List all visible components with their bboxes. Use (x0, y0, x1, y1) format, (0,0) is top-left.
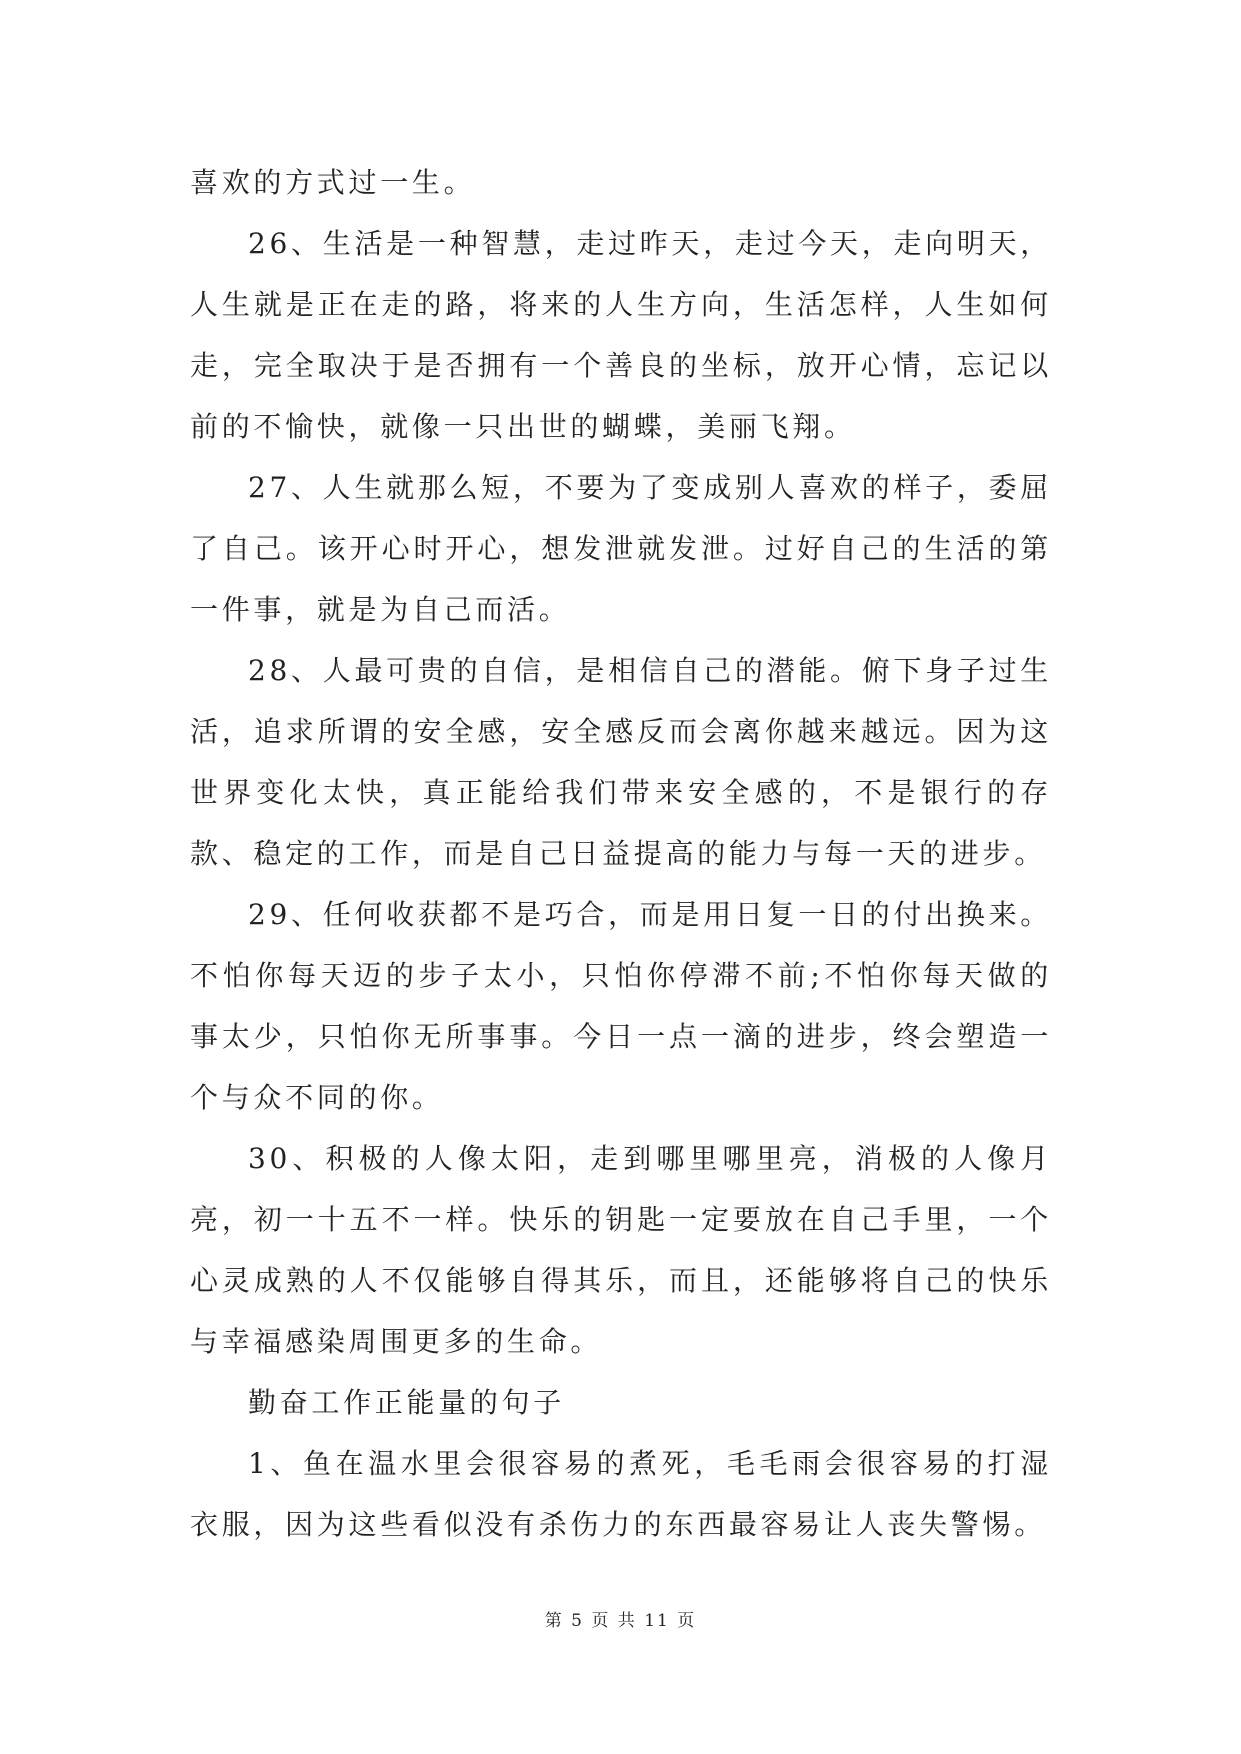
document-body (190, 152, 1052, 1555)
paragraph-item-28: 28、人最可贵的自信，是相信自己的潜能。俯下身子过生活，追求所谓的安全感，安全感反而会离你越来越远。因为这世界变化太快，真正能给我们带来安全感的，不是银行的存款、稳定的工作，而是自己日益提高的能力与每一天的进步。 (190, 654, 1052, 870)
page-number-footer: 第 5 页 共 11 页 (544, 1611, 697, 1631)
paragraph-item-27: 27、人生就那么短，不要为了变成别人喜欢的样子，委屈了自己。该开心时开心，想发泄就发泄。过好自己的生活的第一件事，就是为自己而活。 (190, 471, 1052, 626)
section-heading: 勤奋工作正能量的句子 (248, 1386, 566, 1419)
paragraph-continuation: 喜欢的方式过一生。 (190, 166, 476, 199)
paragraph-item-29: 29、任何收获都不是巧合，而是用日复一日的付出换来。不怕你每天迈的步子太小，只怕你停滞不前;不怕你每天做的事太少，只怕你无所事事。今日一点一滴的进步，终会塑造一个与众不同的你。 (190, 898, 1052, 1114)
paragraph-item-26: 26、生活是一种智慧，走过昨天，走过今天，走向明天，人生就是正在走的路，将来的人生方向，生活怎样，人生如何走，完全取决于是否拥有一个善良的坐标，放开心情，忘记以前的不愉快，就像一只出世的蝴蝶，美丽飞翔。 (190, 227, 1052, 443)
paragraph-item-30: 30、积极的人像太阳，走到哪里哪里亮，消极的人像月亮，初一十五不一样。快乐的钥匙一定要放在自己手里，一个心灵成熟的人不仅能够自得其乐，而且，还能够将自己的快乐与幸福感染周围更多的生命。 (190, 1142, 1052, 1358)
paragraph-item-1: 1、鱼在温水里会很容易的煮死，毛毛雨会很容易的打湿衣服，因为这些看似没有杀伤力的东西最容易让人丧失警惕。 (190, 1447, 1052, 1541)
